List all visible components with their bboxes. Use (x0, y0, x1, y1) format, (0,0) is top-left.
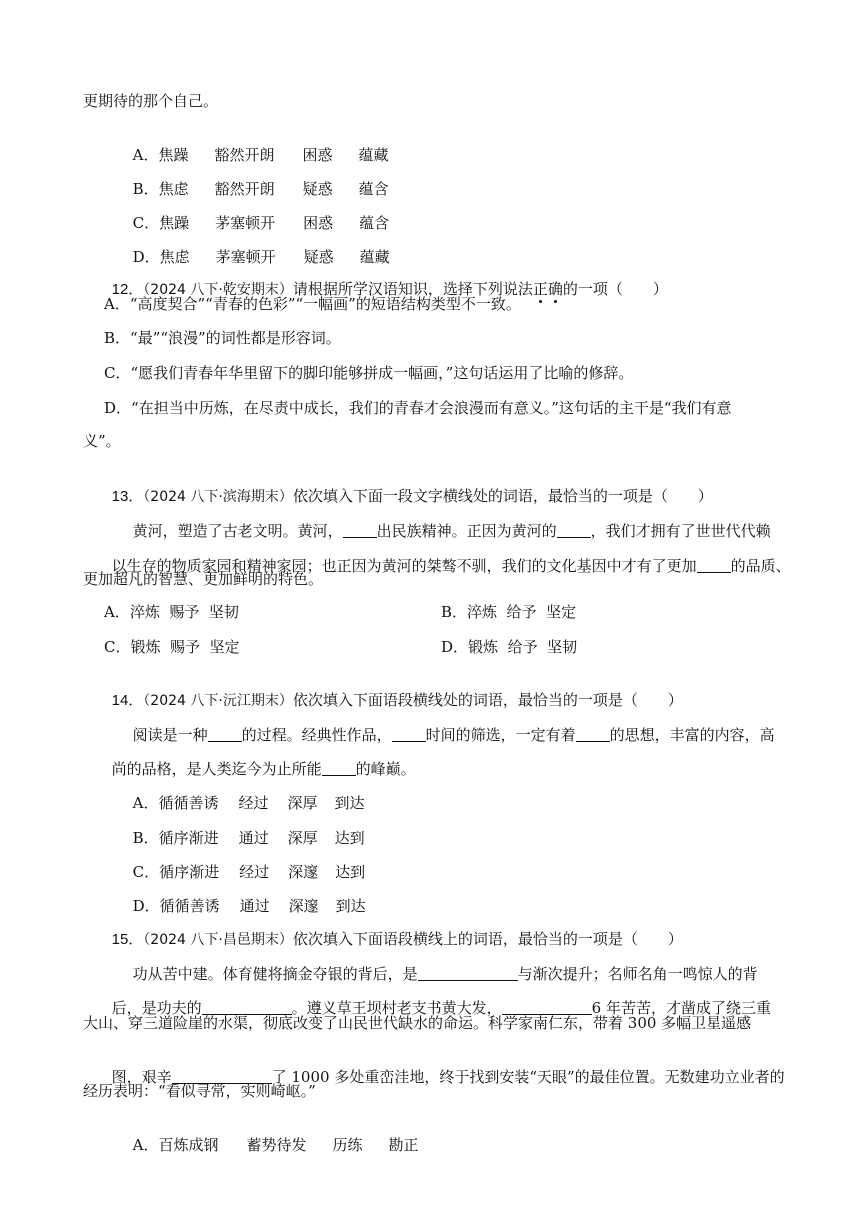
option-word: 茅塞顿开 (215, 248, 276, 266)
option-word: 勘正 (388, 1136, 419, 1154)
option-letter: A． (132, 1136, 159, 1154)
option-word: 疑惑 (302, 180, 333, 198)
option-letter: A． (132, 794, 159, 812)
option-word: 达到 (335, 863, 366, 881)
q12-option-c[interactable]: C．“愿我们青春年华里留下的脚印能够拼成一幅画，”这句话运用了比喻的修辞。 (104, 364, 634, 382)
passage-text: 阅读是一种 (132, 726, 208, 744)
option-letter: B． (132, 829, 159, 847)
option-word: 历练 (332, 1136, 363, 1154)
passage-text: 与渐次提升；名师名角一鸣惊人的背 (517, 965, 758, 983)
question-number: 13． (111, 488, 144, 505)
option-word: 蕴含 (358, 180, 389, 198)
option-word: 困惑 (303, 214, 334, 232)
option-word: 蕴藏 (359, 248, 390, 266)
question-number: 12． (111, 281, 144, 298)
passage-text: 以生存的物质家园和精神家园；也正因为黄河的桀骜不驯，我们的文化基因中才有了更加 (111, 557, 697, 575)
option-word: 蕴含 (359, 214, 390, 232)
option-letter: D． (132, 248, 160, 266)
option-word: 通过 (238, 829, 269, 847)
fill-blank[interactable] (576, 727, 610, 742)
option-word: 经过 (238, 794, 269, 812)
question-source: （2024 八下·乾安期末） (143, 282, 293, 298)
intro-line: 更期待的那个自己。 (83, 92, 219, 110)
passage-text: 的品质、 (730, 557, 791, 575)
question-text: 依次填入下面语段横线处的词语，最恰当的一项是（ ） (292, 691, 683, 709)
option-word: 焦躁 (159, 214, 190, 232)
option-word: 茅塞顿开 (215, 214, 276, 232)
option-word: 疑惑 (303, 248, 334, 266)
option-word: 循序渐进 (158, 829, 219, 847)
option-word: 焦虑 (159, 248, 190, 266)
option-word: 焦躁 (158, 146, 189, 164)
q15-passage-line-5: 经历表明：“看似寻常，实则崎岖。” (83, 1082, 316, 1100)
question-source: （2024 八下·昌邑期末） (143, 932, 293, 948)
passage-text: 了 1000 多处重峦洼地，终于找到安装“天眼”的最佳位置。无数建功立业者的 (271, 1068, 785, 1086)
option-word: 豁然开朗 (214, 180, 275, 198)
question-text: 的一项（ ） (562, 280, 668, 298)
option-word: 通过 (239, 897, 270, 915)
option-letter: A． (132, 146, 159, 164)
option-word: 到达 (335, 897, 366, 915)
passage-text: 6 年苦苦，才凿成了绕三重 (591, 999, 771, 1017)
option-letter: D． (132, 897, 160, 915)
option-letter: C． (132, 863, 160, 881)
option-word: 深厚 (287, 829, 318, 847)
q15-passage-line-3: 大山、穿三道险崖的水渠，彻底改变了山民世代缺水的命运。科学家南仁东，带着 300 多幅卫星遥感 (83, 1014, 752, 1032)
passage-text: 黄河，塑造了古老文明。黄河， (132, 522, 343, 540)
option-word: 深邃 (288, 863, 319, 881)
emphasis-char: 正 (532, 280, 548, 298)
question-text: 请根据所学汉语知识，选择下列说法 (292, 280, 533, 298)
q12-option-a[interactable]: A．“高度契合”“青春的色彩”“一幅画”的短语结构类型不一致。 (104, 295, 521, 313)
option-word: 循循善诱 (159, 897, 220, 915)
option-word: 循循善诱 (158, 794, 219, 812)
q13-passage-line-3: 更加超凡的智慧、更加鲜明的特色。 (83, 570, 324, 588)
emphasis-char: 确 (547, 280, 563, 298)
option-word: 蕴藏 (358, 146, 389, 164)
q12-option-b[interactable]: B．“最”“浪漫”的词性都是形容词。 (104, 329, 341, 347)
option-word: 达到 (334, 829, 365, 847)
question-text: 依次填入下面语段横线上的词语，最恰当的一项是（ ） (292, 930, 683, 948)
passage-text: ，我们才拥有了世世代代赖 (590, 522, 771, 540)
option-word: 蓄势待发 (246, 1136, 307, 1154)
q13-option-c[interactable]: C．锻炼 赐予 坚定 (104, 638, 240, 656)
q12-option-d[interactable]: D．“在担当中历炼，在尽责中成长，我们的青春才会浪漫而有意义。”这句话的主干是“我们有意 (104, 399, 732, 417)
passage-text: 的峰巅。 (355, 760, 416, 778)
option-word: 深厚 (287, 794, 318, 812)
passage-text: 的过程。经典性作品， (241, 726, 392, 744)
passage-text: 的思想，丰富的内容，高 (609, 726, 775, 744)
passage-text: 时间的筛选，一定有着 (425, 726, 576, 744)
option-word: 深邃 (288, 897, 319, 915)
passage-text: 出民族精神。正因为黄河的 (376, 522, 557, 540)
passage-text: 后，是功夫的 (111, 999, 202, 1017)
option-letter: C． (132, 214, 160, 232)
q13-option-d[interactable]: D．锻炼 给予 坚韧 (441, 638, 578, 656)
passage-text: 功从苦中建。体育健将摘金夺银的背后，是 (132, 965, 418, 983)
q15-option-a[interactable] (104, 1115, 418, 1175)
passage-text: 。遵义草王坝村老支书黄大发， (291, 999, 502, 1017)
option-word: 循序渐进 (159, 863, 220, 881)
question-number: 14． (111, 692, 144, 709)
option-word: 到达 (334, 794, 365, 812)
question-number: 15． (111, 931, 144, 948)
q13-option-b[interactable]: B．淬炼 给予 坚定 (441, 603, 577, 621)
option-word: 百炼成钢 (158, 1136, 219, 1154)
passage-text: 图，艰辛 (111, 1068, 172, 1086)
question-text: 依次填入下面一段文字横线处的词语，最恰当的一项是（ ） (292, 487, 713, 505)
option-word: 豁然开朗 (214, 146, 275, 164)
option-letter: B． (132, 180, 159, 198)
q12-option-d-cont: 义”。 (83, 432, 121, 450)
question-source: （2024 八下·滨海期末） (143, 489, 293, 505)
question-source: （2024 八下·沅江期末） (143, 693, 293, 709)
passage-text: 尚的品格，是人类迄今为止所能 (111, 760, 322, 778)
option-word: 经过 (239, 863, 270, 881)
option-word: 困惑 (302, 146, 333, 164)
option-word: 焦虑 (158, 180, 189, 198)
fill-blank[interactable] (697, 558, 731, 573)
q13-option-a[interactable]: A．淬炼 赐予 坚韧 (104, 603, 239, 621)
